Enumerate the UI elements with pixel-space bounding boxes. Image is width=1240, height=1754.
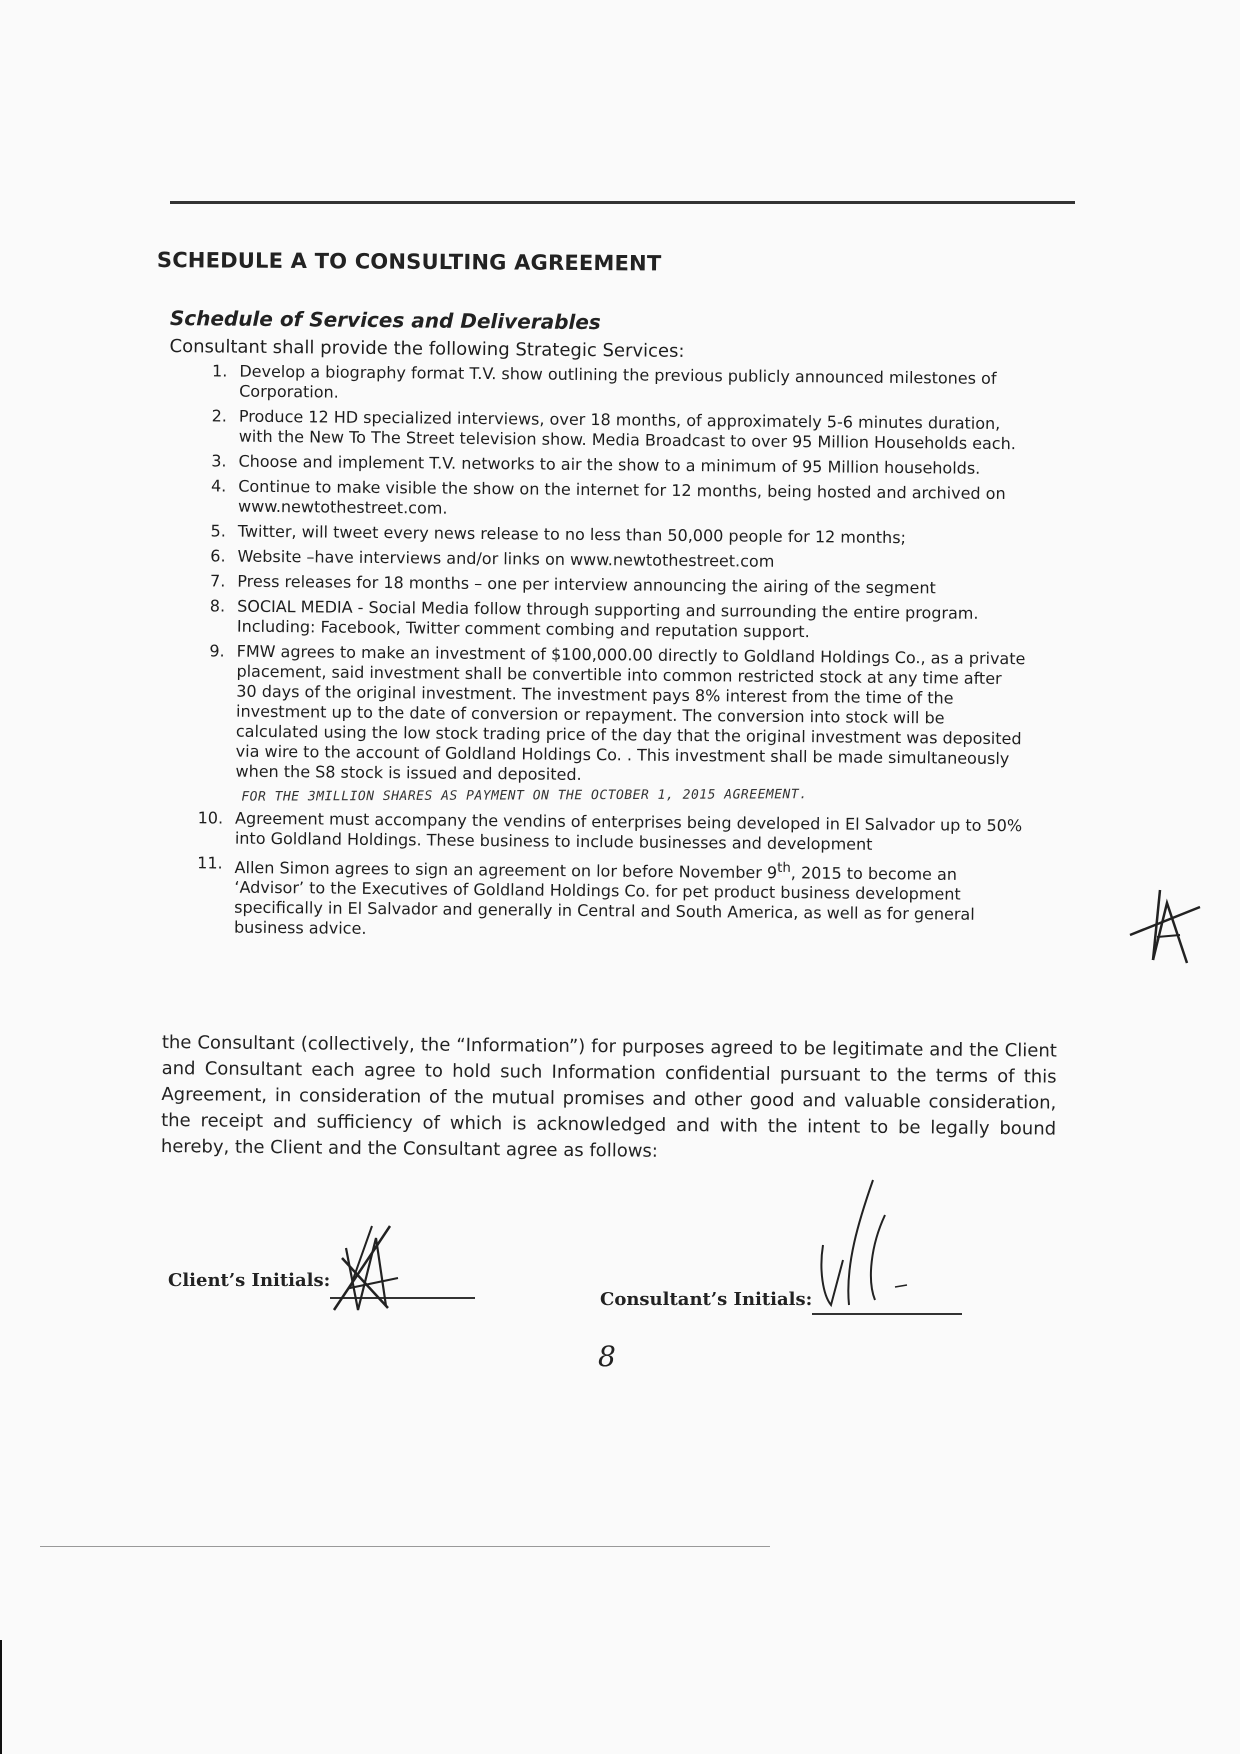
page-title: SCHEDULE A TO CONSULTING AGREEMENT bbox=[156, 248, 662, 276]
service-text: Continue to make visible the show on the internet for 12 months, being hosted and archived on www.newtothestreet.com. bbox=[237, 476, 1006, 518]
service-item-1 bbox=[169, 361, 1069, 410]
scan-edge-mark bbox=[0, 1640, 2, 1754]
service-text: Website –have interviews and/or links on www.newtothestreet.com bbox=[237, 546, 775, 571]
section-subtitle: Schedule of Services and Deliverables bbox=[169, 306, 601, 335]
bottom-rule bbox=[40, 1546, 770, 1547]
agreement-paragraph: the Consultant (collectively, the “Information”) for purposes agreed to be legitimate and the Client and Consultant each agree to hold such Information confidential pursuant to the terms of this Agreement, in consideration of the mutual promises and other good and valuable consideration, the receipt and sufficiency of which is acknowledged and with the intent to be legally bound hereby, the Client and the Consultant agree as follows: bbox=[160, 1031, 1057, 1162]
consultant-signature bbox=[815, 1175, 925, 1315]
service-text: FMW agrees to make an investment of $100,000.00 directly to Goldland Holdings Co., as a private placement, said investment shall be convertible into common restricted stock at any time after 30 days of the original investment. The investment pays 8% interest from the time of the investment up to the date of conversion or repayment. The conversion into stock will be calculated using the low stock trading price of the day that the original investment was deposited via wire to the account of Goldland Holdings Co. . This investment shall be made simultaneously when the S8 stock is issued and deposited. bbox=[235, 641, 1026, 784]
service-text: SOCIAL MEDIA - Social Media follow through supporting and surrounding the entire program. Including: Facebook, Twitter comment combing and reputation support. bbox=[236, 596, 979, 642]
service-text: Develop a biography format T.V. show outlining the previous publicly announced milestones of Corporation. bbox=[239, 361, 997, 402]
consultant-initials-label: Consultant’s Initials: bbox=[600, 1289, 813, 1310]
page-number: 8 bbox=[598, 1340, 616, 1373]
margin-initials-mark bbox=[1125, 885, 1205, 965]
service-item-10 bbox=[165, 808, 1065, 857]
service-item-11 bbox=[164, 853, 1065, 946]
service-number: 2. bbox=[211, 406, 228, 426]
ordinal-suffix: th bbox=[777, 860, 791, 876]
client-signature bbox=[328, 1218, 408, 1318]
top-rule bbox=[170, 201, 1075, 204]
service-number: 4. bbox=[210, 476, 227, 496]
service-item-3 bbox=[168, 451, 1068, 480]
service-number: 11. bbox=[197, 853, 223, 873]
service-number: 3. bbox=[211, 451, 227, 471]
service-item-4 bbox=[168, 476, 1068, 525]
service-text-after: , 2015 to become an ‘Advisor’ to the Executives of Goldland Holdings Co. for pet product business development specifically in El Salvador and generally in Central and South America, as well as for general business advice. bbox=[233, 863, 975, 939]
service-text: Press releases for 18 months – one per interview announcing the airing of the segment bbox=[237, 571, 936, 598]
service-text: Twitter, will tweet every news release to no less than 50,000 people for 12 months; bbox=[237, 521, 907, 548]
service-text: Produce 12 HD specialized interviews, over 18 months, of approximately 5-6 minutes duration, with the New To The Street television show. Media Broadcast to over 95 Million Households each. bbox=[238, 406, 1016, 454]
service-number: 5. bbox=[210, 521, 226, 541]
service-number: 7. bbox=[210, 571, 226, 591]
service-text-before: Allen Simon agrees to sign an agreement on lor before November 9 bbox=[234, 857, 778, 883]
service-item-8 bbox=[167, 596, 1067, 645]
schedule-content bbox=[164, 306, 1070, 951]
service-item-9 bbox=[165, 641, 1067, 812]
service-text: Agreement must accompany the vendins of enterprises being developed in El Salvador up to 50% into Goldland Holdings. These business to include businesses and development bbox=[234, 808, 1023, 854]
client-initials-label: Client’s Initials: bbox=[168, 1270, 331, 1291]
service-item-5 bbox=[168, 521, 1068, 550]
service-number: 9. bbox=[209, 641, 225, 661]
handwritten-note: FOR THE 3MILLION SHARES AS PAYMENT ON THE OCTOBER 1, 2015 AGREEMENT. bbox=[241, 787, 808, 805]
service-item-6 bbox=[168, 546, 1068, 575]
service-number: 10. bbox=[197, 808, 224, 828]
service-item-7 bbox=[167, 571, 1067, 600]
service-item-2 bbox=[169, 406, 1069, 455]
service-text: Choose and implement T.V. networks to air the show to a minimum of 95 Million households. bbox=[238, 451, 981, 478]
services-intro: Consultant shall provide the following Strategic Services: bbox=[169, 335, 685, 362]
service-number: 6. bbox=[210, 546, 226, 566]
services-list bbox=[164, 361, 1069, 946]
service-number: 8. bbox=[209, 596, 226, 616]
service-number: 1. bbox=[212, 361, 228, 381]
